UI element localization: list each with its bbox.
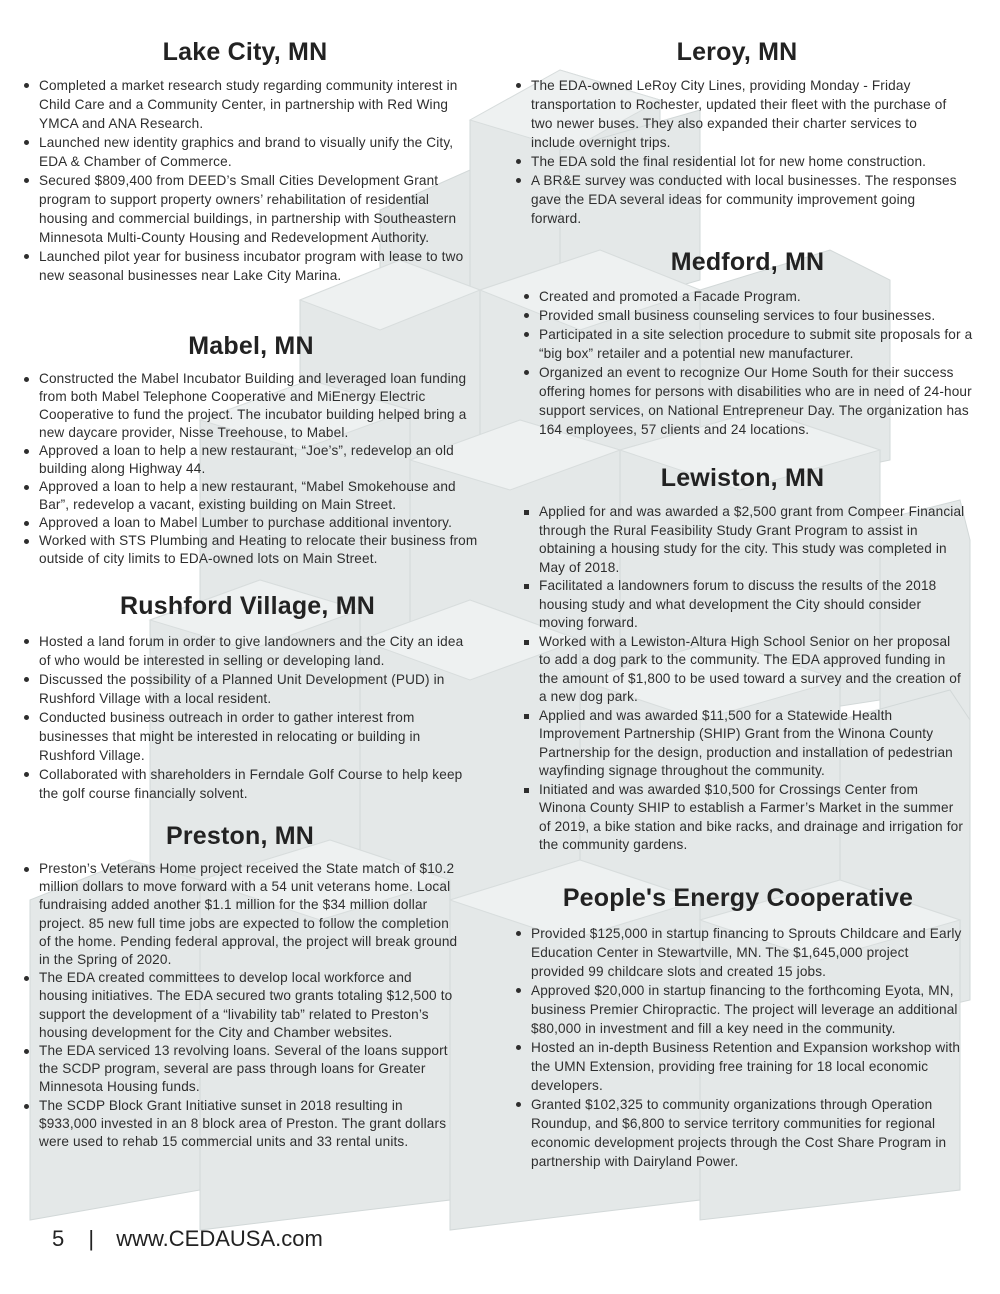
list-item: Collaborated with shareholders in Ferndale Golf Course to help keep the golf course financially solvent. — [20, 765, 475, 803]
list-item: Organized an event to recognize Our Home South for their success offering homes for persons with disabilities who are in need of 24-hour support services, on National Entrepreneur Day. The organization has 164 employees, 57 clients and 24 locations. — [520, 363, 975, 439]
list-item: Initiated and was awarded $10,500 for Crossings Center from Winona County SHIP to establish a Farmer’s Market in the summer of 2019, a bike station and bike racks, and drainage and irrigation for the community gardens. — [520, 781, 965, 855]
list-item: Provided small business counseling services to four businesses. — [520, 306, 975, 325]
leroy-list — [512, 76, 962, 228]
list-item: The EDA serviced 13 revolving loans. Several of the loans support the SCDP program, several are pass through loans for Greater Minnesota Housing funds. — [20, 1042, 460, 1097]
preston-list — [20, 860, 460, 1151]
list-item: Worked with STS Plumbing and Heating to relocate their business from outside of city limits to EDA-owned lots on Main Street. — [20, 532, 482, 568]
medford-heading: Medford, MN — [670, 248, 825, 276]
mabel-heading: Mabel, MN — [188, 332, 314, 360]
list-item: Discussed the possibility of a Planned Unit Development (PUD) in Rushford Village with a local resident. — [20, 670, 475, 708]
lake-city-list — [20, 76, 470, 285]
leroy-section — [512, 38, 962, 228]
page-footer — [52, 1226, 323, 1252]
list-item: Approved a loan to help a new restaurant, “Mabel Smokehouse and Bar”, redevelop a vacant, existing building on Main Street. — [20, 478, 482, 514]
website-link[interactable]: www.CEDAUSA.com — [116, 1226, 323, 1251]
list-item: Approved a loan to help a new restaurant, “Joe’s”, redevelop an old building along Highway 44. — [20, 442, 482, 478]
list-item: Conducted business outreach in order to gather interest from businesses that might be interested in relocating or building in Rushford Village. — [20, 708, 475, 765]
preston-heading: Preston, MN — [165, 822, 315, 850]
preston-section — [20, 822, 460, 1151]
peoples-energy-section — [512, 884, 964, 1171]
list-item: Applied for and was awarded a $2,500 grant from Compeer Financial through the Rural Feasibility Study Grant Program to assist in obtaining a housing study for the city. This study was completed in May of 2018. — [520, 503, 965, 577]
list-item: Approved a loan to Mabel Lumber to purchase additional inventory. — [20, 514, 482, 532]
lewiston-list — [520, 503, 965, 855]
list-item: Launched new identity graphics and brand to visually unify the City, EDA & Chamber of Commerce. — [20, 133, 470, 171]
list-item: Hosted a land forum in order to give landowners and the City an idea of who would be interested in selling or developing land. — [20, 632, 475, 670]
list-item: Approved $20,000 in startup financing to the forthcoming Eyota, MN, business Premier Chiropractic. The project will leverage an additional $80,000 in investment and fill a key need in the community. — [512, 981, 964, 1038]
list-item: The EDA sold the final residential lot for new home construction. — [512, 152, 962, 171]
list-item: Completed a market research study regarding community interest in Child Care and a Community Center, in partnership with Red Wing YMCA and ANA Research. — [20, 76, 470, 133]
list-item: Facilitated a landowners forum to discuss the results of the 2018 housing study and what development the City should consider moving forward. — [520, 577, 965, 633]
rushford-village-heading: Rushford Village, MN — [120, 592, 375, 620]
footer-separator: | — [88, 1226, 95, 1251]
medford-section — [520, 248, 975, 439]
list-item: Provided $125,000 in startup financing to Sprouts Childcare and Early Education Center in Stewartville, MN. The $1,645,000 project provided 99 childcare slots and created 15 jobs. — [512, 924, 964, 981]
medford-list — [520, 287, 975, 439]
list-item: Launched pilot year for business incubator program with lease to two new seasonal businesses near Lake City Marina. — [20, 247, 470, 285]
lewiston-heading: Lewiston, MN — [660, 464, 825, 492]
lewiston-section — [520, 464, 965, 855]
list-item: Constructed the Mabel Incubator Building and leveraged loan funding from both Mabel Telephone Cooperative and MiEnergy Electric Cooperative to fund the project. The incubator building helped bring a new daycare provider, Nisse Treehouse, to Mabel. — [20, 370, 482, 442]
lake-city-section — [20, 38, 470, 285]
list-item: A BR&E survey was conducted with local businesses. The responses gave the EDA several ideas for community improvement going forward. — [512, 171, 962, 228]
list-item: Participated in a site selection procedure to submit site proposals for a “big box” retailer and a potential new manufacturer. — [520, 325, 975, 363]
peoples-energy-list — [512, 924, 964, 1171]
lake-city-heading: Lake City, MN — [162, 38, 328, 66]
peoples-energy-heading: People's Energy Cooperative — [562, 884, 914, 912]
list-item: The EDA-owned LeRoy City Lines, providing Monday - Friday transportation to Rochester, updated their fleet with the purchase of two newer buses. They also expanded their charter services to include overnight trips. — [512, 76, 962, 152]
list-item: Secured $809,400 from DEED’s Small Cities Development Grant program to support property owners’ rehabilitation of residential housing and commercial buildings, in partnership with Southeastern Minnesota Multi-County Housing and Redevelopment Authority. — [20, 171, 470, 247]
list-item: Applied and was awarded $11,500 for a Statewide Health Improvement Partnership (SHIP) Grant from the Winona County Partnership for the design, production and installation of pedestrian wayfinding signage throughout the community. — [520, 707, 965, 781]
list-item: Granted $102,325 to community organizations through Operation Roundup, and $6,800 to service territory communities for regional economic development projects through the Cost Share Program in partnership with Dairyland Power. — [512, 1095, 964, 1171]
list-item: Hosted an in-depth Business Retention and Expansion workshop with the UMN Extension, providing free training for 18 local economic developers. — [512, 1038, 964, 1095]
list-item: Preston’s Veterans Home project received the State match of $10.2 million dollars to move forward with a 54 unit veterans home. Local fundraising added another $1.1 million for the $34 million dollar project. 85 new full time jobs are expected to follow the completion of the home. Pending federal approval, the project will break ground in the Spring of 2020. — [20, 860, 460, 969]
mabel-section — [20, 332, 482, 568]
page-number: 5 — [52, 1226, 65, 1251]
list-item: The EDA created committees to develop local workforce and housing initiatives. The EDA secured two grants totaling $12,500 to support the development of a “livability tab” related to Preston’s housing development for the City and Chamber websites. — [20, 969, 460, 1042]
mabel-list — [20, 370, 482, 568]
rushford-village-section — [20, 592, 475, 803]
list-item: Created and promoted a Facade Program. — [520, 287, 975, 306]
leroy-heading: Leroy, MN — [676, 38, 798, 66]
list-item: Worked with a Lewiston-Altura High School Senior on her proposal to add a dog park to the community. The EDA approved funding in the amount of $1,800 to be used toward a survey and the creation of a new dog park. — [520, 633, 965, 707]
rushford-village-list — [20, 632, 475, 803]
list-item: The SCDP Block Grant Initiative sunset in 2018 resulting in $933,000 invested in an 8 block area of Preston. The grant dollars were used to rehab 15 commercial units and 33 rental units. — [20, 1097, 460, 1152]
